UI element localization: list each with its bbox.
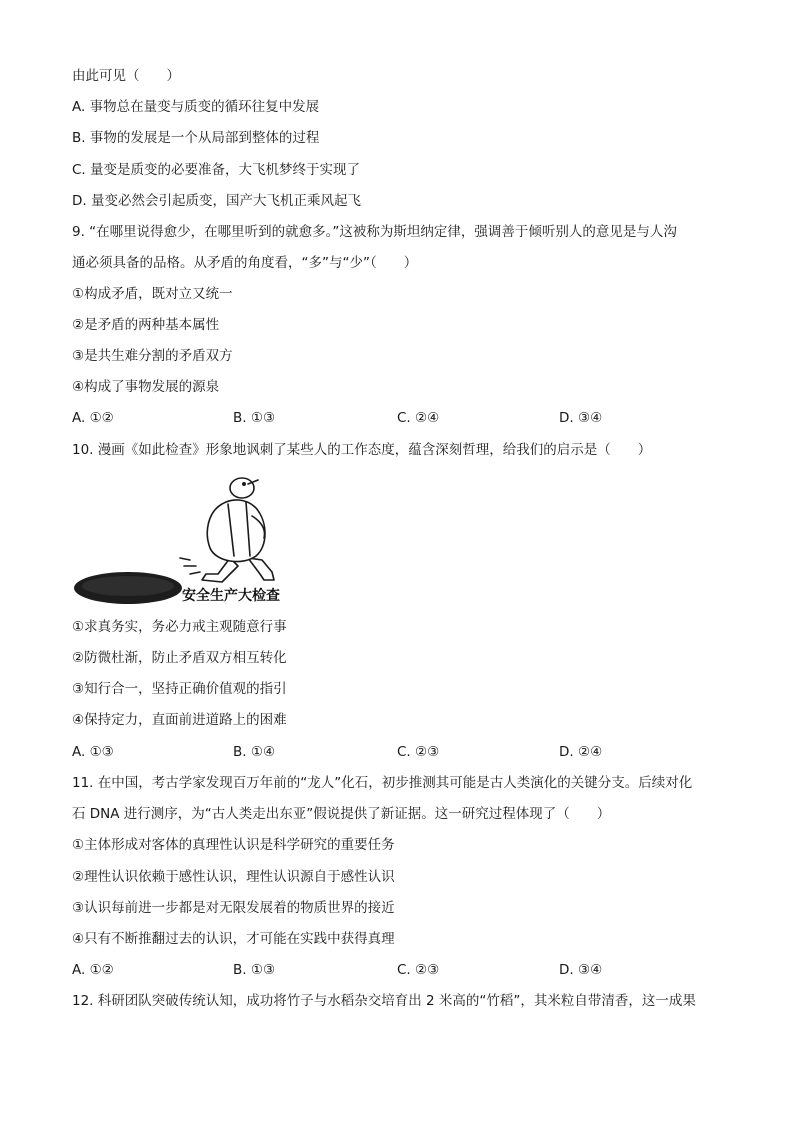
q10-item-4: ④保持定力，直面前进道路上的困难	[72, 712, 287, 728]
q10-choice-c: C. ②③	[397, 744, 440, 760]
q9-stem-line1: 9. “在哪里说得愈少，在哪里听到的就愈多。”这被称为斯坦纳定律，强调善于倾听别人的意见是与人沟	[72, 224, 677, 240]
q10-choice-d: D. ②④	[559, 744, 603, 760]
q10-choices	[72, 742, 722, 762]
q12-stem-line1: 12. 科研团队突破传统认知，成功将竹子与水稻杂交培育出 2 米高的“竹稻”，其米粒自带清香，这一成果	[72, 993, 696, 1009]
q8-option-b: B. 事物的发展是一个从局部到整体的过程	[72, 130, 320, 146]
q11-item-3: ③认识每前进一步都是对无限发展着的物质世界的接近	[72, 900, 395, 916]
q9-item-3: ③是共生难分割的矛盾双方	[72, 348, 233, 364]
q10-choice-b: B. ①④	[233, 744, 276, 760]
q11-item-4: ④只有不断推翻过去的认识，才可能在实践中获得真理	[72, 931, 395, 947]
cartoon-inspection	[72, 470, 312, 608]
q10-item-1: ①求真务实，务必力戒主观随意行事	[72, 619, 287, 635]
q11-choice-b: B. ①③	[233, 962, 276, 978]
q11-choice-c: C. ②③	[397, 962, 440, 978]
q11-item-2: ②理性认识依赖于感性认识，理性认识源自于感性认识	[72, 869, 395, 885]
q9-item-1: ①构成矛盾，既对立又统一	[72, 286, 233, 302]
q10-item-3: ③知行合一，坚持正确价值观的指引	[72, 681, 287, 697]
q9-choice-b: B. ①③	[233, 410, 276, 426]
q8-option-d: D. 量变必然会引起质变，国产大飞机正乘风起飞	[72, 193, 361, 209]
q9-choice-a: A. ①②	[72, 410, 114, 426]
q9-choices	[72, 408, 722, 428]
q10-item-2: ②防微杜渐，防止矛盾双方相互转化	[72, 650, 287, 666]
cartoon-caption: 安全生产大检查	[182, 588, 280, 604]
q9-choice-d: D. ③④	[559, 410, 603, 426]
q10-choice-a: A. ①③	[72, 744, 114, 760]
q9-stem-line2: 通必须具备的品格。从矛盾的角度看，“多”与“少”（ ）	[72, 255, 418, 271]
q11-choice-a: A. ①②	[72, 962, 114, 978]
q11-choice-d: D. ③④	[559, 962, 603, 978]
intro-line: 由此可见（ ）	[72, 68, 180, 84]
man-figure	[180, 478, 274, 582]
q8-option-a: A. 事物总在量变与质变的循环往复中发展	[72, 99, 320, 115]
q11-item-1: ①主体形成对客体的真理性认识是科学研究的重要任务	[72, 837, 395, 853]
q10-stem: 10. 漫画《如此检查》形象地讽刺了某些人的工作态度，蕴含深刻哲理，给我们的启示是（ ）	[72, 442, 652, 458]
q11-stem-line1: 11. 在中国，考古学家发现百万年前的“龙人”化石，初步推测其可能是古人类演化的关键分支。后续对化	[72, 775, 693, 791]
q8-option-c: C. 量变是质变的必要准备，大飞机梦终于实现了	[72, 162, 361, 178]
q11-choices	[72, 960, 722, 980]
q9-choice-c: C. ②④	[397, 410, 440, 426]
q9-item-4: ④构成了事物发展的源泉	[72, 379, 220, 395]
q9-item-2: ②是矛盾的两种基本属性	[72, 317, 220, 333]
q11-stem-line2: 石 DNA 进行测序，为“古人类走出东亚”假说提供了新证据。这一研究过程体现了（ ）	[72, 806, 611, 822]
